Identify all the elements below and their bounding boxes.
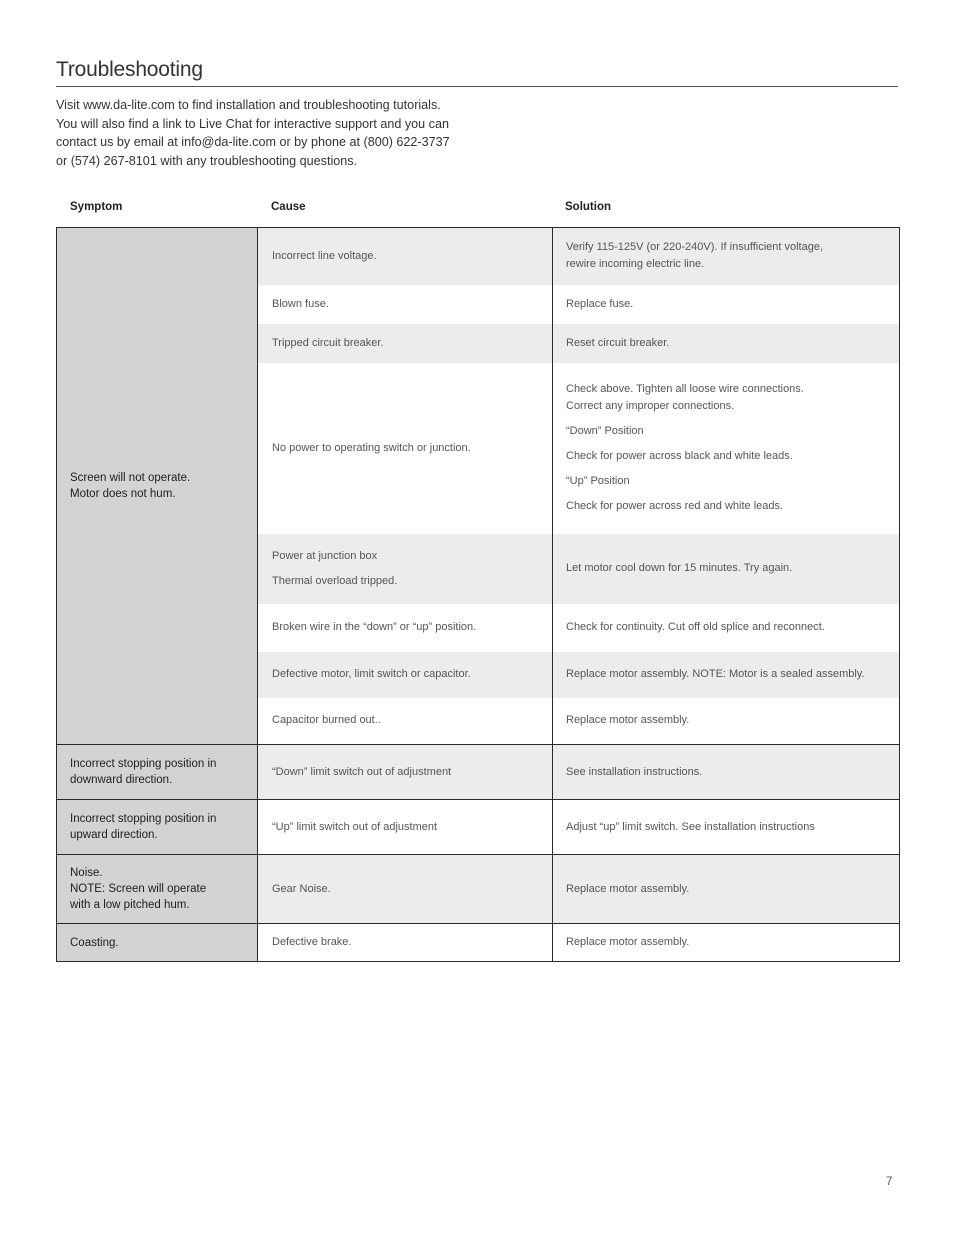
cause-text: Tripped circuit breaker.: [272, 336, 384, 349]
solution-cell: [553, 228, 900, 285]
solution-text: Let motor cool down for 15 minutes. Try again.: [566, 562, 793, 574]
cause-cell: [258, 698, 553, 745]
cause-cell: [258, 324, 553, 363]
symptom-text: Motor does not hum.: [70, 488, 176, 500]
symptom-text: with a low pitched hum.: [70, 899, 190, 911]
solution-cell: [553, 855, 900, 924]
symptom-text: Incorrect stopping position in: [70, 813, 217, 825]
cause-text: No power to operating switch or junction.: [272, 441, 471, 454]
troubleshooting-table: [56, 227, 900, 962]
solution-text: rewire incoming electric line.: [566, 258, 705, 271]
cause-text: Thermal overload tripped.: [272, 574, 398, 587]
table-row: [57, 745, 900, 800]
title-divider: [56, 86, 898, 87]
cause-cell: [258, 652, 553, 698]
symptom-text: Incorrect stopping position in: [70, 758, 217, 770]
solution-text: Verify 115-125V (or 220-240V). If insufficient voltage,: [566, 241, 824, 254]
cause-cell: [258, 924, 553, 962]
solution-cell: [553, 363, 900, 534]
symptom-text: NOTE: Screen will operate: [70, 883, 207, 895]
solution-cell: [553, 800, 900, 855]
solution-text: Adjust “up” limit switch. See installation instructions: [566, 820, 815, 833]
solution-cell: [553, 604, 900, 652]
solution-text: “Down” Position: [566, 425, 644, 437]
symptom-cell: [57, 800, 258, 855]
solution-cell: [553, 698, 900, 745]
symptom-cell: [57, 228, 258, 745]
cause-cell: [258, 604, 553, 652]
cause-text: “Up” limit switch out of adjustment: [272, 820, 438, 833]
cause-text: Power at junction box: [272, 549, 378, 562]
solution-text: “Up” Position: [566, 475, 630, 487]
solution-text: Correct any improper connections.: [566, 400, 735, 412]
solution-cell: [553, 534, 900, 604]
cause-cell: [258, 228, 553, 285]
solution-text: Check for power across red and white leads.: [566, 500, 784, 512]
solution-text: Check for continuity. Cut off old splice and reconnect.: [566, 621, 825, 633]
cause-text: Broken wire in the “down” or “up” position.: [272, 621, 477, 633]
symptom-cell: [57, 855, 258, 924]
cause-cell: [258, 745, 553, 800]
solution-text: See installation instructions.: [566, 765, 703, 778]
solution-cell: [553, 285, 900, 324]
solution-text: Replace motor assembly.: [566, 882, 690, 895]
solution-text: Replace motor assembly.: [566, 936, 690, 948]
symptom-text: Noise.: [70, 867, 103, 879]
cause-text: Blown fuse.: [272, 297, 329, 310]
solution-cell: [553, 745, 900, 800]
solution-cell: [553, 924, 900, 962]
solution-cell: [553, 324, 900, 363]
cause-text: Capacitor burned out..: [272, 714, 381, 727]
cause-text: Defective motor, limit switch or capacitor.: [272, 668, 471, 680]
cause-cell: [258, 285, 553, 324]
cause-text: Incorrect line voltage.: [272, 249, 377, 262]
symptom-cell: [57, 924, 258, 962]
cause-text: “Down” limit switch out of adjustment: [272, 765, 452, 778]
solution-text: Check for power across black and white leads.: [566, 450, 793, 462]
table-row: [57, 228, 900, 285]
intro-paragraph: Visit www.da-lite.com to find installation and troubleshooting tutorials. You will also find a link to Live Chat for interactive support and you can contact us by email at info@da-lite.com or by phone at (800) 622-3737 or (574) 267-8101 with any troubleshooting questions.: [56, 98, 450, 168]
symptom-text: Coasting.: [70, 936, 119, 949]
symptom-text: upward direction.: [70, 829, 158, 841]
cause-cell: [258, 363, 553, 534]
cause-text: Defective brake.: [272, 936, 352, 948]
symptom-text: Screen will not operate.: [70, 472, 191, 484]
solution-text: Replace motor assembly.: [566, 714, 690, 727]
solution-text: Replace fuse.: [566, 297, 634, 310]
page-title: Troubleshooting: [56, 58, 203, 81]
header-solution: Solution: [565, 201, 611, 213]
solution-text: Replace motor assembly. NOTE: Motor is a sealed assembly.: [566, 668, 865, 680]
cause-text: Gear Noise.: [272, 882, 331, 895]
symptom-cell: [57, 745, 258, 800]
solution-cell: [553, 652, 900, 698]
table-row: [57, 924, 900, 962]
cause-cell: [258, 534, 553, 604]
solution-text: Reset circuit breaker.: [566, 336, 670, 349]
solution-text: Check above. Tighten all loose wire connections.: [566, 383, 804, 395]
table-row: [57, 800, 900, 855]
cause-cell: [258, 855, 553, 924]
cause-cell: [258, 800, 553, 855]
page-number: 7: [886, 1176, 893, 1188]
table-row: [57, 855, 900, 924]
symptom-text: downward direction.: [70, 774, 173, 786]
header-symptom: Symptom: [70, 201, 123, 213]
header-cause: Cause: [271, 201, 306, 213]
